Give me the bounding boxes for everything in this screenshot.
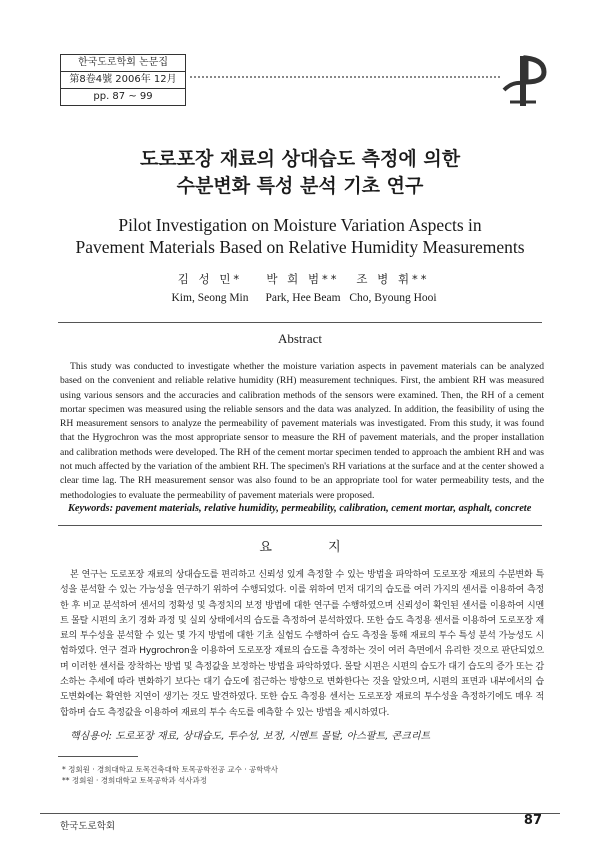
footer-rule [40,813,560,814]
keywords-english: Keywords: pavement materials, relative humidity, permeability, calibration, cement mortar, asphalt, concrete [68,503,532,514]
abstract-heading: Abstract [277,331,323,346]
author-3-english: Cho, Byoung Hooi [349,292,437,304]
title-korean [0,146,600,200]
footer-society-name: 한국도로학회 [60,821,116,832]
footnote-rule [58,756,138,757]
yoji-heading: 요 지 [259,540,367,555]
abstract-top-rule [58,322,542,323]
keywords-korean: 핵심용어: 도로포장 재료, 상대습도, 투수성, 보정, 시멘트 몰탈, 아스팔트, 콘크리트 [70,731,431,742]
author-1-korean: 김 성 민* [177,272,243,286]
journal-info-box [60,54,186,106]
yoji-body: 본 연구는 도로포장 재료의 상대습도를 편리하고 신뢰성 있게 측정할 수 있는 방법을 파악하여 도로포장 재료의 수분변화 특성을 분석할 수 있는 가능성을 연구하기 위하여 수행되었다. 이를 위하여 먼저 대기의 습도를 여러 가지의 센서를 이용하여 측정한 후 비교 분석하여 센서의 정확성 및 측정치의 보정 방법에 대한 연구를 수행하였으며 신뢰성이 확인된 센서를 이용하여 시멘트 몰탈 시편의 초기 경화 과정 및 실외 상태에서의 습도를 측정하여 분석하였다. 또한 습도 측정용 센서를 이용하여 도로포장 재료의 투수성을 분석할 수 있는 몇 가지 방법에 대한 기초 실험도 수행하여 습도 측정을 통해 재료의 투수 특성 분석 가능성도 시험하였다. 연구 결과 Hygrochron을 이용하여 도로포장 재료의 습도를 측정하는 것이 여러 측면에서 유리한 것으로 판단되었으며 이러한 센서를 장착하는 방법 및 측정값을 보정하는 방법을 파악하였다. 몰탈 시편은 시편의 습도가 대기 습도의 증가 또는 감소하는 추세에 따라 변화하기 보다는 대기 습도에 접근하는 방향으로 변화한다는 것을 알았으며, 시편의 표면과 내부에서의 습도변화에는 확연한 지연이 생기는 것도 발견하였다. 또한 습도 측정용 센서는 도로포장 재료의 투수성을 측정하기에도 매우 적합하며 습도 측정값을 이용하여 재료의 투수 속도를 예측할 수 있는 방법을 제시하였다. [60,570,544,718]
society-logo-icon [500,50,548,110]
journal-issue: 第8卷4號 2006年 12月 [61,72,185,89]
author-2-english: Park, Hee Beam [265,292,341,304]
page-number: 87 [523,813,542,828]
title-korean-line-1: 도로포장 재료의 상대습도 측정에 의한 [139,148,461,170]
author-3-korean: 조 병 휘** [356,272,430,286]
footnote-1: * 정회원 · 경희대학교 토목건축대학 토목공학전공 교수 · 공학박사 [62,765,278,774]
abstract-body: This study was conducted to investigate whether the moisture variation aspects in pavement materials can be analyzed based on the convenient and reliable relative humidity (RH) measurement techniques. First, the ambient RH was measured using various sensors and the accuracies and calibration methods of the sensors were examined. Then, the RH of a cement mortar specimen was measured using the reliable sensors and the data was analyzed. In addition, the feasibility of using the RH measurement sensors to analyze the permeability of pavement materials was investigated. From this study, it was found that the Hygrochron was the most appropriate sensor to measure the RH of pavement materials, and the proper installation and calibration methods were developed. The RH of the cement mortar specimen tended to approach the ambient RH and was not much affected by the variation of the ambient RH. The specimen's RH variations at the surface and at the center showed a clear time lag. The RH measurement sensor was also found to be an appropriate tool for water permeability tests, and the methodologies to evaluate the permeability of pavement materials were proposed. [60,361,544,501]
title-english-line-1: Pilot Investigation on Moisture Variation Aspects in [118,215,482,235]
journal-name: 한국도로학회 논문집 [61,55,185,72]
title-english [0,214,600,258]
journal-pages: pp. 87 ~ 99 [93,91,153,102]
footnote-2: ** 정회원 · 경희대학교 토목공학과 석사과정 [62,776,207,785]
yoji-top-rule [58,525,542,526]
author-2-korean: 박 희 범** [266,272,340,286]
title-korean-line-2: 수분변화 특성 분석 기초 연구 [176,175,424,197]
author-1-english: Kim, Seong Min [171,292,249,304]
header-dotted-rule [190,76,500,78]
footnotes [62,764,278,786]
title-english-line-2: Pavement Materials Based on Relative Humidity Measurements [75,237,525,257]
